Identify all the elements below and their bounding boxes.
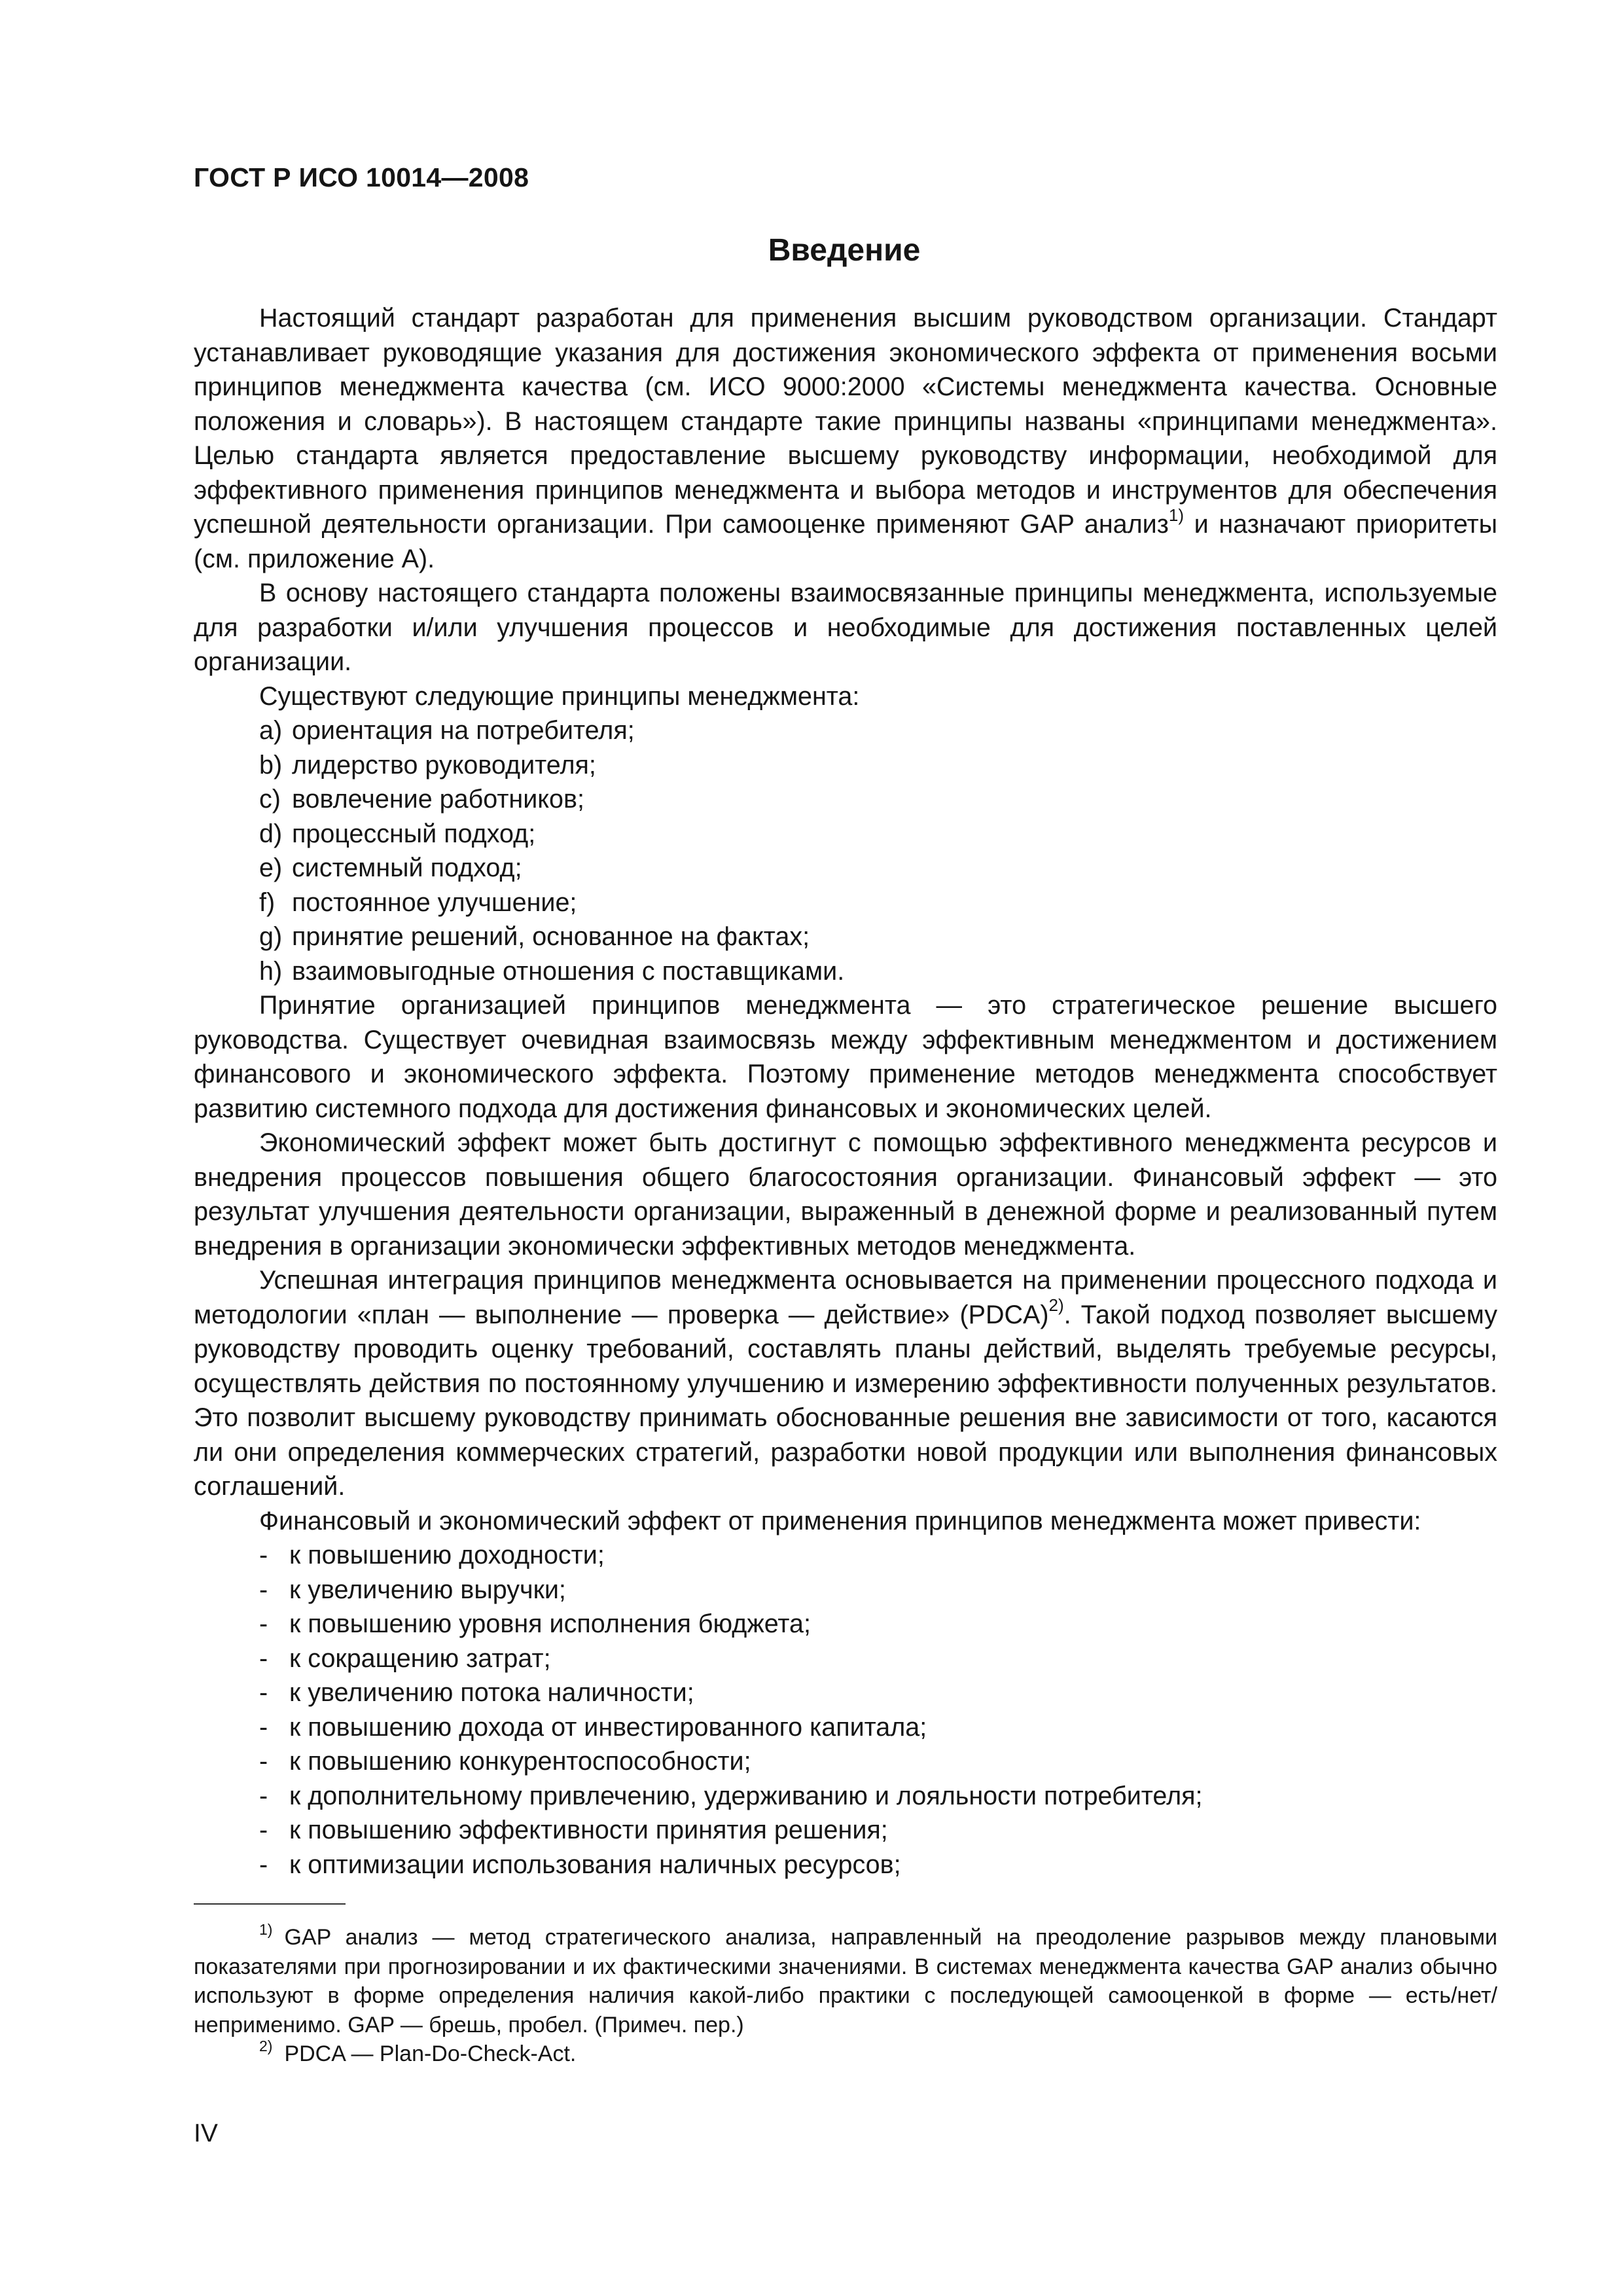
footnote-marker: 2) xyxy=(259,2037,273,2054)
section-title: Введение xyxy=(768,233,921,268)
list-marker: - xyxy=(259,1609,268,1638)
list-marker: f) xyxy=(259,888,276,917)
list-item-text: постоянное улучшение; xyxy=(292,888,577,917)
footnote-1 xyxy=(194,1920,1497,2039)
list-item-text: к сокращению затрат; xyxy=(289,1643,551,1673)
body-text xyxy=(194,301,1497,1882)
footnote-ref-1[interactable]: 1) xyxy=(1168,505,1184,525)
footnote-separator xyxy=(194,1903,346,1905)
list-marker: - xyxy=(259,1678,268,1707)
paragraph-purpose-text: Настоящий стандарт разработан для применения высшим руководством организации. Стандарт устанавливает руководящие указания для достижения экономического эффекта от применения восьми принципов менеджмента качества (см. ИСО 9000:2000 «Системы менеджмента качества. Основные положения и словарь»). В настоящем стандарте такие принципы названы «принципами менеджмента». Целью стандарта является предоставление высшему руководству информации, необходимой для эффективного применения принципов менеджмента и выбора методов и инструментов для обеспечения успешной деятельности организации. При самооценке применяют GAP анализ xyxy=(194,304,1497,539)
list-item-text: к оптимизации использования наличных ресурсов; xyxy=(289,1850,901,1879)
list-item-text: ориентация на потребителя; xyxy=(292,716,635,745)
list-item-text: взаимовыгодные отношения с поставщиками. xyxy=(292,956,845,986)
list-item xyxy=(194,748,1497,783)
list-item-text: к повышению эффективности принятия решения; xyxy=(289,1816,888,1844)
list-marker: g) xyxy=(259,922,283,951)
list-marker: - xyxy=(259,1850,268,1879)
paragraph-integration-text: Успешная интеграция принципов менеджмента основывается на применении процессного подхода и методологии «план — выполнение — проверка — действие» (PDCA) xyxy=(194,1266,1497,1329)
list-marker: - xyxy=(259,1781,268,1810)
list-item-text: к повышению уровня исполнения бюджета; xyxy=(289,1609,812,1638)
list-item xyxy=(194,1813,1497,1848)
list-item xyxy=(194,886,1497,920)
footnote-marker: 1) xyxy=(259,1920,273,1938)
footnote-ref-2[interactable]: 2) xyxy=(1048,1295,1064,1316)
list-item-text: вовлечение работников; xyxy=(292,785,584,814)
list-item xyxy=(194,1607,1497,1641)
list-item xyxy=(194,1573,1497,1607)
paragraph-principles-intro: Существуют следующие принципы менеджмента: xyxy=(259,681,860,711)
paragraph-integration-tail: . Такой подход позволяет высшему руководству проводить оценку требований, составлять планы действий, выделять требуемые ресурсы, осуществлять действия по постоянному улучшению и измерению эффективности полученных результатов. Это позволит высшему руководству принимать обоснованные решения вне зависимости от того, касаются ли они определения коммерческих стратегий, разработки новой продукции или выполнения финансовых соглашений. xyxy=(194,1300,1497,1501)
list-item xyxy=(194,1641,1497,1676)
list-item xyxy=(194,1848,1497,1882)
list-item xyxy=(194,1744,1497,1779)
list-item-text: к повышению доходности; xyxy=(289,1541,605,1570)
paragraph-effects-intro: Финансовый и экономический эффект от применения принципов менеджмента может привести: xyxy=(259,1506,1421,1535)
list-item xyxy=(194,782,1497,817)
list-item xyxy=(194,1779,1497,1814)
paragraph-economic-effect: Экономический эффект может быть достигнут с помощью эффективного менеджмента ресурсов и внедрения процессов повышения общего благосостояния организации. Финансовый эффект — это результат улучшения деятельности организации, выраженный в денежной форме и реализованный путем внедрения в организации экономически эффективных методов менеджмента. xyxy=(194,1128,1497,1261)
list-marker: d) xyxy=(259,819,283,848)
paragraph-integration xyxy=(194,1263,1497,1504)
list-marker: - xyxy=(259,1747,268,1776)
footnote-2 xyxy=(194,2039,1497,2069)
list-marker: b) xyxy=(259,750,283,780)
footnote-text: GAP анализ — метод стратегического анализа, направленный на преодоление разрывов между плановыми показателями при прогнозировании и их фактическими значениями. В системах менеджмента качества GAP анализ обычно используют в форме определения наличия какой-либо практики с последующей самооценкой в форме — есть/нет/неприменимо. GAP — брешь, пробел. (Примеч. пер.) xyxy=(194,1925,1497,2037)
list-marker: - xyxy=(259,1575,268,1604)
list-marker: - xyxy=(259,1712,268,1742)
list-item-text: к дополнительному привлечению, удерживанию и лояльности потребителя; xyxy=(289,1781,1203,1810)
list-marker: - xyxy=(259,1643,268,1673)
list-item xyxy=(194,1710,1497,1745)
principles-list xyxy=(194,713,1497,988)
list-marker: h) xyxy=(259,956,283,986)
list-item xyxy=(194,954,1497,989)
list-marker: - xyxy=(259,1816,268,1844)
page-number: IV xyxy=(194,2119,218,2147)
paragraph-adoption: Принятие организацией принципов менеджмента — это стратегическое решение высшего руководства. Существует очевидная взаимосвязь между эффективным менеджментом и достижением финансового и экономического эффекта. Поэтому применение методов менеджмента способствует развитию системного подхода для достижения финансовых и экономических целей. xyxy=(194,991,1497,1123)
list-item-text: к повышению конкурентоспособности; xyxy=(289,1747,751,1776)
document-code-header: ГОСТ Р ИСО 10014—2008 xyxy=(194,162,529,192)
effects-list xyxy=(194,1538,1497,1882)
list-item-text: процессный подход; xyxy=(292,819,536,848)
list-item-text: принятие решений, основанное на фактах; xyxy=(292,922,810,951)
list-marker: e) xyxy=(259,853,283,882)
list-marker: c) xyxy=(259,785,281,814)
list-item-text: лидерство руководителя; xyxy=(292,750,596,780)
list-item-text: к увеличению выручки; xyxy=(289,1575,566,1604)
paragraph-purpose xyxy=(194,301,1497,576)
list-item xyxy=(194,817,1497,852)
list-item-text: системный подход; xyxy=(292,853,522,882)
paragraph-purpose-tail: и назначают приоритеты (см. приложение А). xyxy=(194,510,1497,573)
list-marker: a) xyxy=(259,716,283,745)
list-item xyxy=(194,1538,1497,1573)
list-item xyxy=(194,1676,1497,1710)
footnotes xyxy=(194,1920,1497,2069)
list-item-text: к повышению дохода от инвестированного капитала; xyxy=(289,1712,927,1742)
list-item xyxy=(194,920,1497,954)
list-marker: - xyxy=(259,1541,268,1570)
list-item xyxy=(194,851,1497,886)
list-item xyxy=(194,713,1497,748)
list-item-text: к увеличению потока наличности; xyxy=(289,1678,694,1707)
paragraph-basis: В основу настоящего стандарта положены взаимосвязанные принципы менеджмента, используемые для разработки и/или улучшения процессов и необходимые для достижения поставленных целей организации. xyxy=(194,579,1497,676)
footnote-text: PDCA — Plan-Do-Check-Act. xyxy=(284,2041,577,2066)
